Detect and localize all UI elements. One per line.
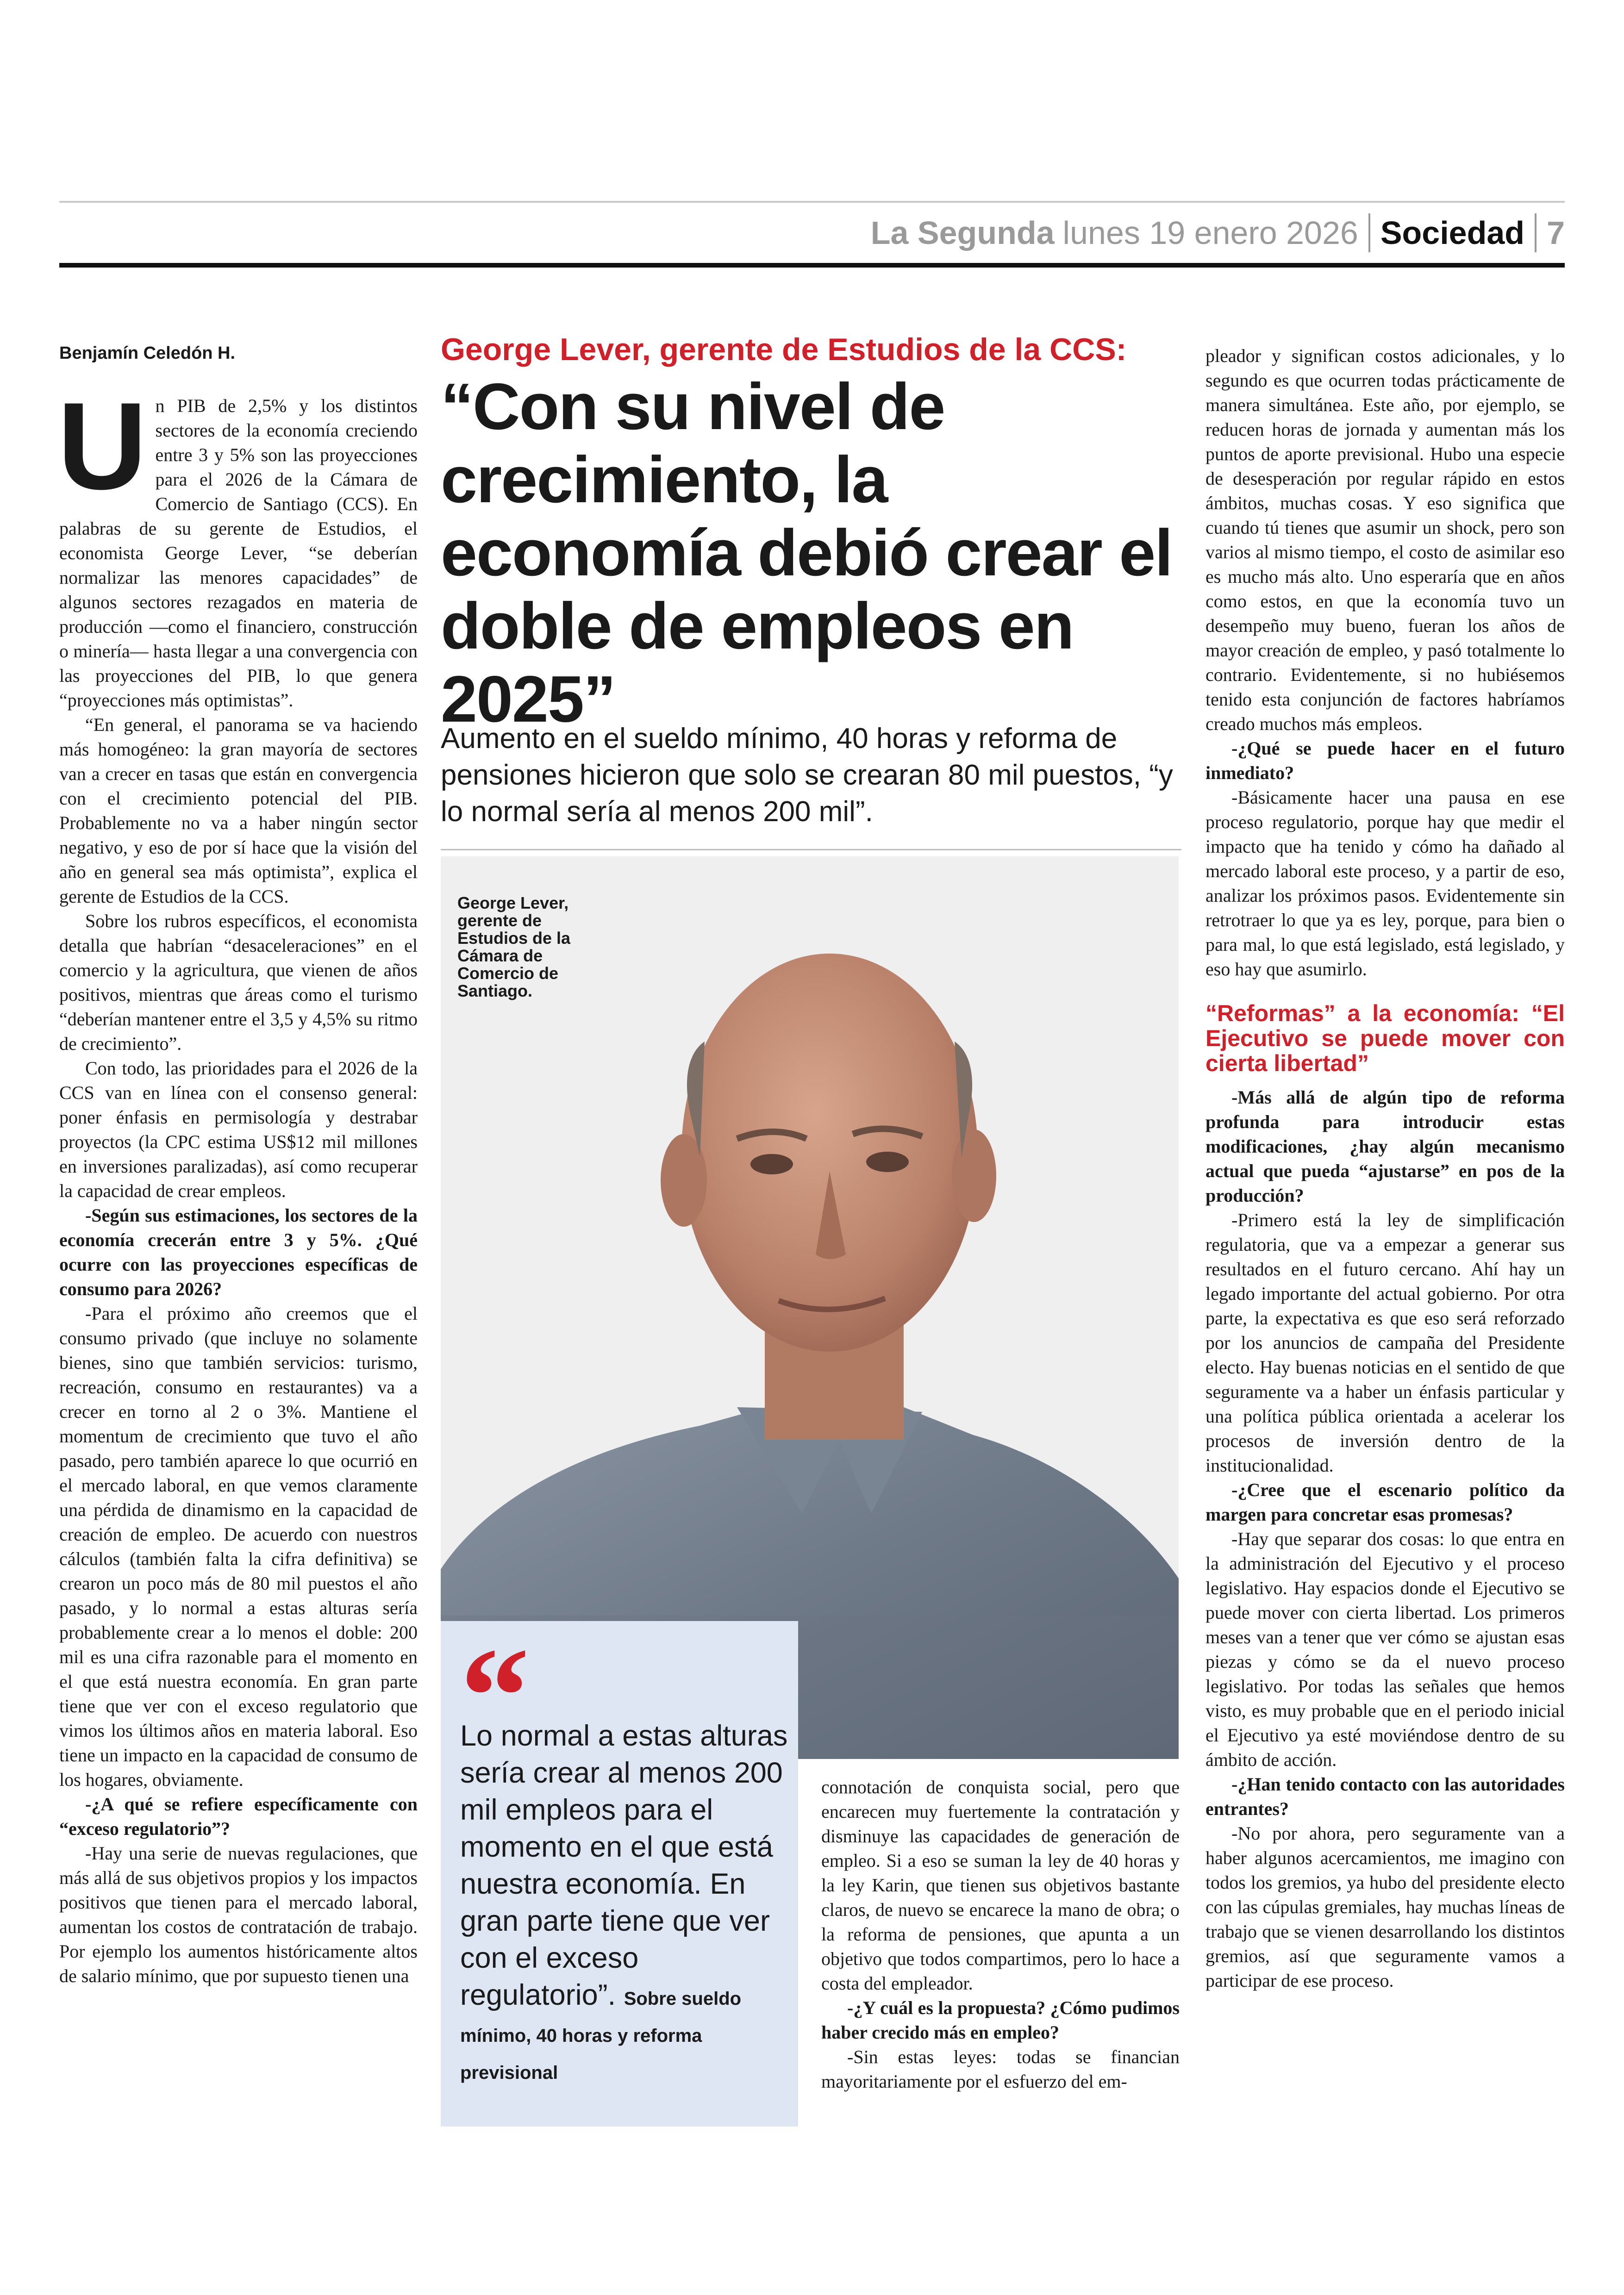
paragraph: Con todo, las prioridades para el 2026 de la CCS van en línea con el consenso general: poner énfasis en permisología y destrabar proyectos (la CPC estima US$12 mil millones en inversiones paralizadas), así como recuperar la capacidad de crear empleos. (59, 1058, 418, 1201)
interview-answer: -Primero está la ley de simplificación regulatoria, que va a empezar a generar sus resultados en el futuro cercano. Ahí hay un legado importante del actual gobierno. Por otra parte, la expectativa es que eso será reforzado por los anuncios de campaña del Presidente electo. Hay buenas noticias en el sentido de que seguramente va a haber un énfasis particular y una política pública orientada a acelerar los procesos de inversión dentro de la institucionalidad. (1206, 1210, 1565, 1476)
masthead (871, 207, 1565, 258)
interview-question: -¿Y cuál es la propuesta? ¿Cómo pudimos haber crecido más en empleo? (821, 1997, 1180, 2043)
paragraph: connotación de conquista social, pero que encarecen muy fuertemente la contratación y disminuye las capacidades de generación de empleo. Si a eso se suman la ley de 40 horas y la ley Karin, que tienen sus objetivos bastante claros, de nuevo se encarece la mano de obra; o la reforma de pensiones, que apunta a un objetivo que todos compartimos, pero lo hace a costa del empleador. (821, 1777, 1180, 1994)
pull-quote-attribution: Sobre sueldo mínimo, 40 horas y reforma previsional (460, 1989, 742, 2083)
interview-question: -Más allá de algún tipo de reforma profunda para introducir estas modificaciones, ¿hay algún mecanismo actual que pueda “ajustarse” en pos de la producción? (1206, 1087, 1565, 1206)
interview-answer: -Sin estas leyes: todas se financian mayoritariamente por el esfuerzo del em- (821, 2046, 1180, 2092)
paragraph: pleador y significan costos adicionales, y lo segundo es que ocurren todas prácticamente de manera simultánea. Este año, por ejemplo, se reducen horas de jornada y aumentan más los puntos de aporte previsional. Hubo una especie de desesperación por regular rápido en estos ámbitos, muchas cosas. Y eso significa que cuando tú tienes que asumir un shock, pero son varios al mismo tiempo, el costo de asimilar eso es mucho más alto. Uno esperaría que en años como estos, en que la economía tuvo un desempeño muy bueno, fueran los años de mayor creación de empleo, y pasó totalmente lo contrario. Evidentemente, si no hubiésemos tenido esta conjunción de factores habríamos creado muchos más empleos. (1206, 345, 1565, 734)
deck: Aumento en el sueldo mínimo, 40 horas y reforma de pensiones hicieron que solo se crearan 80 mil puestos, “y lo normal sería al menos 200 mil”. (441, 723, 1173, 828)
interview-answer: -Hay que separar dos cosas: lo que entra en la administración del Ejecutivo y el proceso legislativo. Hay espacios donde el Ejecutivo se puede mover con cierta libertad. Los primeros meses van a tener que ver cómo se ajustan esas piezas y cómo se da el nuevo proceso legislativo. Por todas las señales que hemos visto, es muy probable que en el periodo inicial el Ejecutivo ya esté moviéndose dentro de su ámbito de acción. (1206, 1528, 1565, 1770)
article-column-1 (57, 376, 418, 1988)
interview-question: -¿Qué se puede hacer en el futuro inmediato? (1206, 738, 1565, 783)
interview-question: -¿A qué se refiere específicamente con “exceso regulatorio”? (59, 1794, 418, 1839)
section-name: Sociedad (1380, 215, 1525, 251)
headline-kicker: George Lever, gerente de Estudios de la CCS: (441, 332, 1127, 367)
publication-name: La Segunda (870, 215, 1055, 251)
section-subhead: “Reformas” a la economía: “El Ejecutivo se puede mover con cierta libertad” (1206, 1000, 1565, 1076)
headline: “Con su nivel de crecimiento, la economía debió crear el doble de empleos en 2025” (441, 370, 1172, 736)
interview-answer: -Para el próximo año creemos que el consumo privado (que incluye no solamente bienes, sino que también servicios: turismo, recreación, consumo en restaurantes) va a crecer en torno al 2 o 3%. Mantiene el momentum de crecimiento que tuvo el año pasado, pero también aparece lo que ocurrió en el mercado laboral, en que vemos claramente una pérdida de dinamismo en la capacidad de creación de empleo. De acuerdo con nuestros cálculos (también falta la cifra definitiva) se crearon un poco más de 80 mil puestos el año pasado, y lo normal a estas alturas sería probablemente crear a lo menos el doble: 200 mil es una cifra razonable para el momento en el que está nuestra economía. En gran parte tiene que ver con el exceso regulatorio que vimos los últimos años en materia laboral. Eso tiene un impacto en la capacidad de consumo de los hogares, obviamente. (59, 1303, 418, 1790)
interview-answer: -Hay una serie de nuevas regulaciones, que más allá de sus objetivos propios y los impactos positivos que tienen para el mercado laboral, aumentan los costos de contratación de trabajo. Por ejemplo los aumentos históricamente altos de salario mínimo, que por supuesto tienen una (59, 1843, 418, 1986)
article-column-3 (1206, 343, 1565, 1993)
header-top-rule (59, 201, 1565, 203)
quote-mark-icon: “ (460, 1619, 530, 1773)
interview-answer: -No por ahora, pero seguramente van a haber algunos acercamientos, me imagino con todos los gremios, ya hubo del presidente electo con las cúpulas gremiales, hay muchas líneas de trabajo que se vienen desarrollando los distintos gremios, así que seguramente vamos a participar de ese proceso. (1206, 1823, 1565, 1991)
photo-caption: George Lever, gerente de Estudios de la Cámara de Comercio de Santiago. (457, 893, 571, 1000)
masthead-divider (1368, 213, 1370, 252)
paragraph: Sobre los rubros específicos, el economista detalla que habrían “desaceleraciones” en el comercio y la agricultura, que vienen de años positivos, mientras que áreas como el turismo “deberían mantener entre el 3,5 y 4,5% su ritmo de crecimiento”. (59, 911, 418, 1054)
paragraph: “En general, el panorama se va haciendo más homogéneo: la gran mayoría de sectores van a crecer en tasas que están en convergencia con el crecimiento potencial del PIB. Probablemente no va a haber ningún sector negativo, y eso de por sí hace que la visión del año en general sea más optimista”, explica el gerente de Estudios de la CCS. (59, 714, 418, 907)
pull-quote-text: Lo normal a estas alturas sería crear al menos 200 mil empleos para el momento en el que está nuestra economía. En gran parte tiene que ver con el exceso regulatorio”. (460, 1720, 788, 2011)
masthead-divider-2 (1535, 213, 1537, 252)
interview-question: -¿Han tenido contacto con las autoridades entrantes? (1206, 1774, 1565, 1819)
page-number: 7 (1547, 215, 1565, 251)
byline: Benjamín Celedón H. (59, 343, 236, 363)
deck-rule (441, 849, 1181, 850)
interview-question: -¿Cree que el escenario político da margen para concretar esas promesas? (1206, 1479, 1565, 1525)
article-column-2 (821, 1775, 1180, 2094)
interview-answer: -Básicamente hacer una pausa en ese proceso regulatorio, porque hay que medir el impacto que ha tenido y cómo ha dañado al mercado laboral este proceso, y a partir de eso, analizar los próximos pasos. Evidentemente sin retrotraer lo que ya es ley, porque, para bien o para mal, lo que está legislado, está legislado, y eso hay que asumirlo. (1206, 787, 1565, 979)
drop-cap: U (57, 376, 147, 515)
lead-paragraph-text: n PIB de 2,5% y los distintos sectores de la economía creciendo entre 3 y 5% son las proyecciones para el 2026 de la Cámara de Comercio de Santiago (CCS). En palabras de su gerente de Estudios, el economista George Lever, “se deberían normalizar las menores capacidades” de algunos sectores rezagados en materia de producción —como el financiero, construcción o minería— hasta llegar a una convergencia con las proyecciones del PIB, lo que genera “proyecciones más optimistas”. (59, 395, 418, 711)
publication-date: lunes 19 enero 2026 (1062, 215, 1358, 251)
lead-paragraph (57, 376, 418, 712)
header-bottom-rule (59, 263, 1565, 268)
interview-question: -Según sus estimaciones, los sectores de la economía crecerán entre 3 y 5%. ¿Qué ocurre con las proyecciones específicas de consumo para 2026? (59, 1205, 418, 1299)
pull-quote (460, 1717, 789, 2088)
